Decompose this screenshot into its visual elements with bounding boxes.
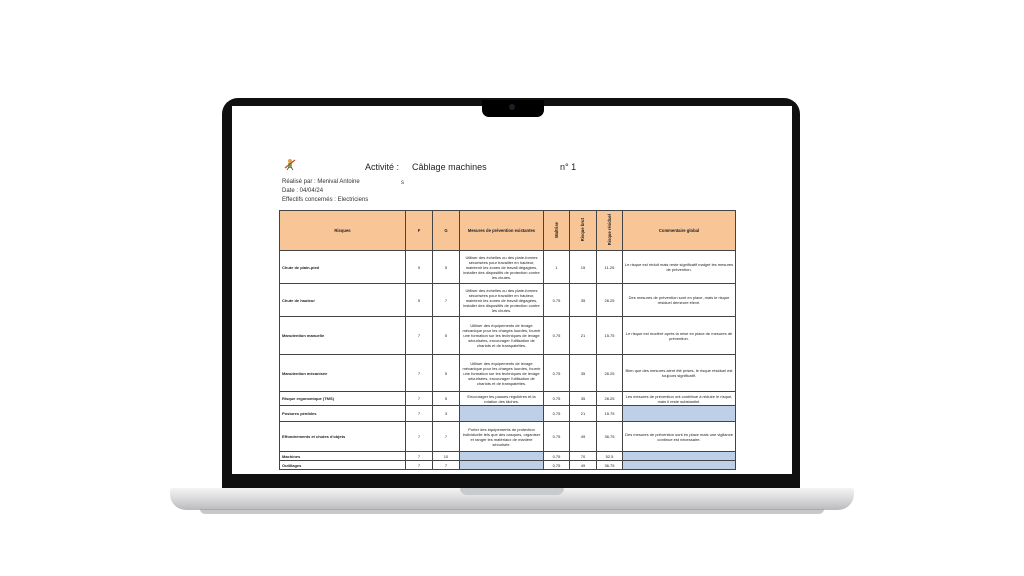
cell-f: 7 xyxy=(406,355,433,392)
cell-maitrise: 0.75 xyxy=(544,461,570,470)
table-row xyxy=(280,284,736,317)
cell-brut: 49 xyxy=(570,422,597,452)
activity-title xyxy=(365,162,487,172)
cell-brut: 35 xyxy=(570,355,597,392)
cell-commentaire: Le risque est réduit mais reste significatif malgré les mesures de prévention. xyxy=(623,251,736,284)
cell-residuel: 15.75 xyxy=(597,406,623,422)
cell-mesures: Porter des équipements de protection individuelle tels que des casques, organiser et ranger les matériaux de manière sécurisée. xyxy=(460,422,544,452)
cell-risque: Chute de plain-pied xyxy=(280,251,406,284)
table-row xyxy=(280,452,736,461)
cell-residuel: 26.25 xyxy=(597,392,623,406)
cell-g: 7 xyxy=(433,284,460,317)
cell-risque: Risque ergonomique (TMS) xyxy=(280,392,406,406)
header-commentaire: Commentaire global xyxy=(623,211,736,251)
cell-g: 5 xyxy=(433,355,460,392)
cell-residuel: 26.25 xyxy=(597,284,623,317)
cell-maitrise: 0.75 xyxy=(544,422,570,452)
cell-g: 5 xyxy=(433,392,460,406)
laptop-base-notch xyxy=(460,488,564,495)
document-number: n° 1 xyxy=(560,162,577,172)
cell-residuel: 11.25 xyxy=(597,251,623,284)
table-row xyxy=(280,406,736,422)
date-line: Date : 04/04/24 xyxy=(282,188,324,194)
cell-g: 5 xyxy=(433,317,460,355)
cell-commentaire xyxy=(623,452,736,461)
cell-risque: Chute de hauteur xyxy=(280,284,406,317)
risk-table xyxy=(279,210,736,470)
cell-f: 9 xyxy=(406,251,433,284)
cell-mesures xyxy=(460,461,544,470)
activity-value: Câblage machines xyxy=(412,162,487,172)
effectifs-line: Effectifs concernés : Electriciens xyxy=(282,197,369,203)
stray-mark: s xyxy=(401,180,404,186)
cell-mesures xyxy=(460,452,544,461)
table-row xyxy=(280,317,736,355)
camera-icon xyxy=(509,104,515,110)
cell-f: 7 xyxy=(406,406,433,422)
cell-f: 7 xyxy=(406,452,433,461)
header-f: F xyxy=(406,211,433,251)
cell-mesures: Utiliser des échelles ou des plate-formes sécurisées pour travailler en hauteur, maintenir les zones de travail dégagées, installer des dispositifs de protection contre les chutes. xyxy=(460,284,544,317)
cell-brut: 35 xyxy=(570,392,597,406)
table-row xyxy=(280,251,736,284)
cell-g: 5 xyxy=(433,251,460,284)
laptop-screen xyxy=(232,106,792,474)
cell-commentaire: Le risque est modéré après la mise en place de mesures de prévention. xyxy=(623,317,736,355)
table-row xyxy=(280,422,736,452)
cell-residuel: 36.75 xyxy=(597,422,623,452)
cell-commentaire: Des mesures de prévention sont en place mais une vigilance continue est nécessaire. xyxy=(623,422,736,452)
cell-residuel: 15.75 xyxy=(597,317,623,355)
cell-g: 3 xyxy=(433,406,460,422)
header-mesures: Mesures de prévention existantes xyxy=(460,211,544,251)
cell-commentaire: Les mesures de prévention ont contribué à réduire le risque, mais il reste substantiel. xyxy=(623,392,736,406)
cell-brut: 15 xyxy=(570,251,597,284)
cell-risque: Manutention manuelle xyxy=(280,317,406,355)
table-row xyxy=(280,355,736,392)
cell-maitrise: 0.75 xyxy=(544,355,570,392)
laptop-base-shadow xyxy=(200,509,824,514)
cell-f: 7 xyxy=(406,461,433,470)
cell-residuel: 26.25 xyxy=(597,355,623,392)
realise-par: Réalisé par : Menival Antoine xyxy=(282,179,360,185)
table-row xyxy=(280,461,736,470)
cell-f: 7 xyxy=(406,422,433,452)
cell-mesures xyxy=(460,406,544,422)
cell-maitrise: 0.75 xyxy=(544,452,570,461)
cell-brut: 21 xyxy=(570,406,597,422)
cell-risque: Postures pénibles xyxy=(280,406,406,422)
cell-g: 10 xyxy=(433,452,460,461)
cell-risque: Effondrements et chutes d'objets xyxy=(280,422,406,452)
cell-maitrise: 1 xyxy=(544,251,570,284)
activity-label: Activité : xyxy=(365,162,400,172)
cell-risque: Manutention mécanisée xyxy=(280,355,406,392)
cell-mesures: Utiliser des échelles ou des plate-formes sécurisées pour travailler en hauteur, maintenir les zones de travail dégagées, installer des dispositifs de protection contre les chutes. xyxy=(460,251,544,284)
cell-f: 7 xyxy=(406,317,433,355)
header-risque-brut: Risque brut xyxy=(570,211,597,251)
cell-f: 7 xyxy=(406,392,433,406)
cell-f: 5 xyxy=(406,284,433,317)
cell-commentaire xyxy=(623,461,736,470)
cell-brut: 21 xyxy=(570,317,597,355)
cell-maitrise: 0.75 xyxy=(544,284,570,317)
cell-commentaire: Bien que des mesures aient été prises, le risque résiduel est toujours significatif. xyxy=(623,355,736,392)
cell-commentaire xyxy=(623,406,736,422)
header-maitrise: Maîtrise xyxy=(544,211,570,251)
cell-commentaire: Des mesures de prévention sont en place, mais le risque résiduel demeure élevé. xyxy=(623,284,736,317)
cell-mesures: Utiliser des équipements de levage mécanique pour les charges lourdes, fournir une formation sur les techniques de levage sécurisées, encourager l'utilisation de chariots et de transpalettes. xyxy=(460,317,544,355)
cell-maitrise: 0.75 xyxy=(544,406,570,422)
table-row xyxy=(280,392,736,406)
table-header-row xyxy=(280,211,736,251)
cell-residuel: 52.5 xyxy=(597,452,623,461)
header-g: G xyxy=(433,211,460,251)
cell-maitrise: 0.75 xyxy=(544,392,570,406)
cell-risque: Outillages xyxy=(280,461,406,470)
cell-g: 7 xyxy=(433,461,460,470)
cell-brut: 49 xyxy=(570,461,597,470)
cell-residuel: 36.75 xyxy=(597,461,623,470)
cell-brut: 70 xyxy=(570,452,597,461)
header-risques: Risques xyxy=(280,211,406,251)
cell-risque: Machines xyxy=(280,452,406,461)
cell-maitrise: 0.75 xyxy=(544,317,570,355)
cell-g: 7 xyxy=(433,422,460,452)
header-risque-residuel: Risque résiduel xyxy=(597,211,623,251)
cell-mesures: Encourager les pauses régulières et la rotation des tâches. xyxy=(460,392,544,406)
worker-with-tool-logo-icon xyxy=(283,157,297,171)
cell-mesures: Utiliser des équipements de levage mécanique pour les charges lourdes, fournir une formation sur les techniques de levage sécurisées, encourager l'utilisation de chariots et de transpalettes. xyxy=(460,355,544,392)
cell-brut: 35 xyxy=(570,284,597,317)
